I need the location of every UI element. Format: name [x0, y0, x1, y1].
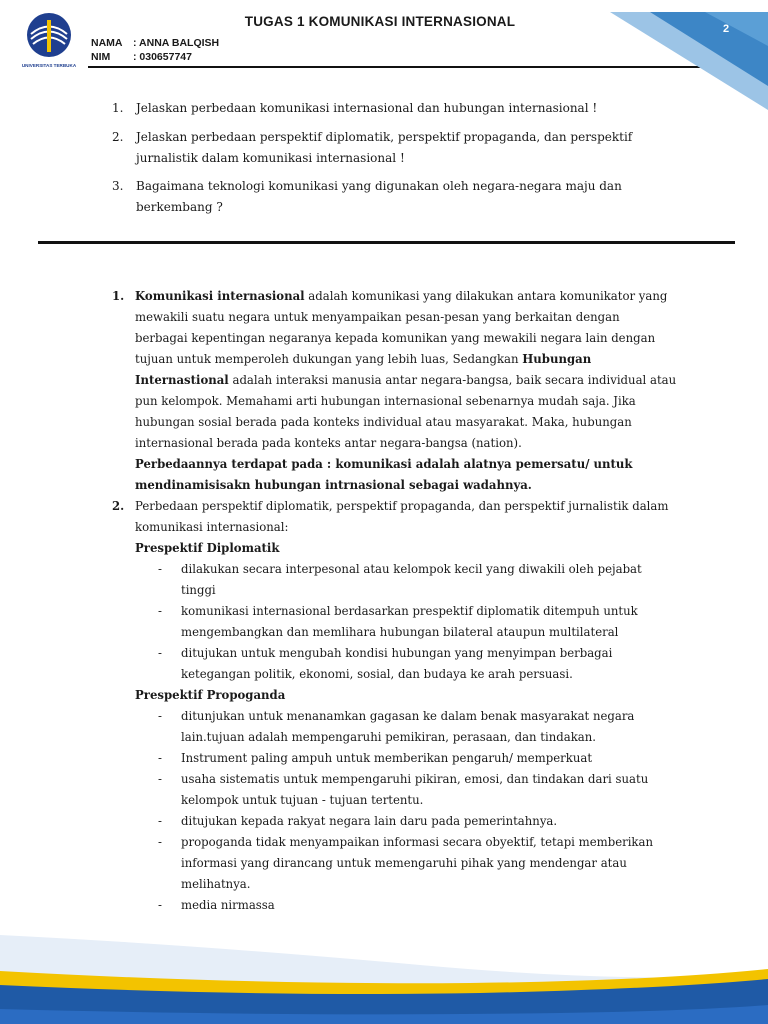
question-1: 1. Jelaskan perbedaan komunikasi internasional dan hubungan internasional !: [112, 101, 598, 115]
page-corner-decoration: [610, 0, 768, 110]
question-2: 2. Jelaskan perbedaan perspektif diplomatik, perspektif propaganda, dan perspektif jurnalistik dalam komunikasi internasional !: [112, 130, 633, 165]
name-value: : ANNA BALQISH: [133, 37, 220, 49]
propoganda-item-1: ditunjukan untuk menanamkan gagasan ke dalam benak masyarakat negara lain.tujuan adalah mempengaruhi pemikiran, perasaan, dan tindakan.: [181, 709, 635, 744]
answer-2-number: 2.: [112, 499, 125, 513]
propoganda-item-2: Instrument paling ampuh untuk memberikan pengaruh/ memperkuat: [181, 751, 593, 765]
answer-1-conclusion: Perbedaannya terdapat pada : komunikasi adalah alatnya pemersatu/ untuk mendinamisisakn hubungan intrnasional sebagai wadahnya.: [135, 457, 633, 492]
propoganda-item-6: media nirmassa: [181, 898, 275, 912]
bullet-dash: -: [158, 646, 162, 660]
bullet-dash: -: [158, 835, 162, 849]
bullet-dash: -: [158, 814, 162, 828]
section-divider: [38, 241, 735, 244]
answer-1-number: 1.: [112, 289, 125, 303]
propoganda-item-3: usaha sistematis untuk mempengaruhi pikiran, emosi, dan tindakan dari suatu kelompok untuk tujuan - tujuan tertentu.: [181, 772, 649, 807]
propoganda-heading: Prespektif Propoganda: [135, 688, 286, 702]
diplomatik-item-1: dilakukan secara interpesonal atau kelompok kecil yang diwakili oleh pejabat tinggi: [181, 562, 642, 597]
page-number: 2: [723, 23, 730, 35]
bullet-dash: -: [158, 562, 162, 576]
diplomatik-heading: Prespektif Diplomatik: [135, 541, 280, 555]
bullet-dash: -: [158, 604, 162, 618]
footer-wave-decoration: [0, 935, 768, 1024]
answer-1-paragraph: Komunikasi internasional adalah komunikasi yang dilakukan antara komunikator yang mewakili suatu negara untuk menyampaikan pesan-pesan yang berkaitan dengan berbagai kepentingan negaranya kepada komunikan yang mewakili negara lain dengan tujuan untuk memperoleh dukungan yang lebih luas, Sedangkan Hubungan Internastional adalah interaksi manusia antar negara-bangsa, baik secara individual atau pun kelompok. Memahami arti hubungan internasional sebenarnya mudah saja. Jika hubungan sosial berada pada konteks individual atau masyarakat. Maka, hubungan internasional berada pada konteks antar negara-bangsa (nation).: [135, 289, 677, 450]
svg-text:UNIVERSITAS TERBUKA: UNIVERSITAS TERBUKA: [21, 63, 77, 68]
diplomatik-item-2: komunikasi internasional berdasarkan prespektif diplomatik ditempuh untuk mengembangkan dan memlihara hubungan bilateral ataupun multilateral: [181, 604, 638, 639]
name-label: NAMA: [91, 37, 123, 49]
student-nim-row: [91, 51, 192, 63]
propoganda-item-4: ditujukan kepada rakyat negara lain daru pada pemerintahnya.: [181, 814, 558, 828]
student-name-row: [91, 37, 219, 49]
propoganda-item-5: propoganda tidak menyampaikan informasi secara obyektif, tetapi memberikan informasi yang dirancang untuk memengaruhi pihak yang mendengar atau melihatnya.: [181, 835, 654, 891]
nim-value: : 030657747: [133, 51, 192, 63]
question-3: 3. Bagaimana teknologi komunikasi yang digunakan oleh negara-negara maju dan berkembang ?: [112, 179, 622, 214]
bullet-dash: -: [158, 709, 162, 723]
nim-label: NIM: [91, 51, 111, 63]
diplomatik-item-3: ditujukan untuk mengubah kondisi hubungan yang menyimpan berbagai ketegangan politik, ekonomi, sosial, dan budaya ke arah persuasi.: [181, 646, 613, 681]
bullet-dash: -: [158, 751, 162, 765]
answer-2-intro: Perbedaan perspektif diplomatik, perspektif propaganda, dan perspektif jurnalistik dalam komunikasi internasional:: [135, 499, 669, 534]
bullet-dash: -: [158, 898, 162, 912]
document-title: TUGAS 1 KOMUNIKASI INTERNASIONAL: [244, 14, 516, 29]
bullet-dash: -: [158, 772, 162, 786]
